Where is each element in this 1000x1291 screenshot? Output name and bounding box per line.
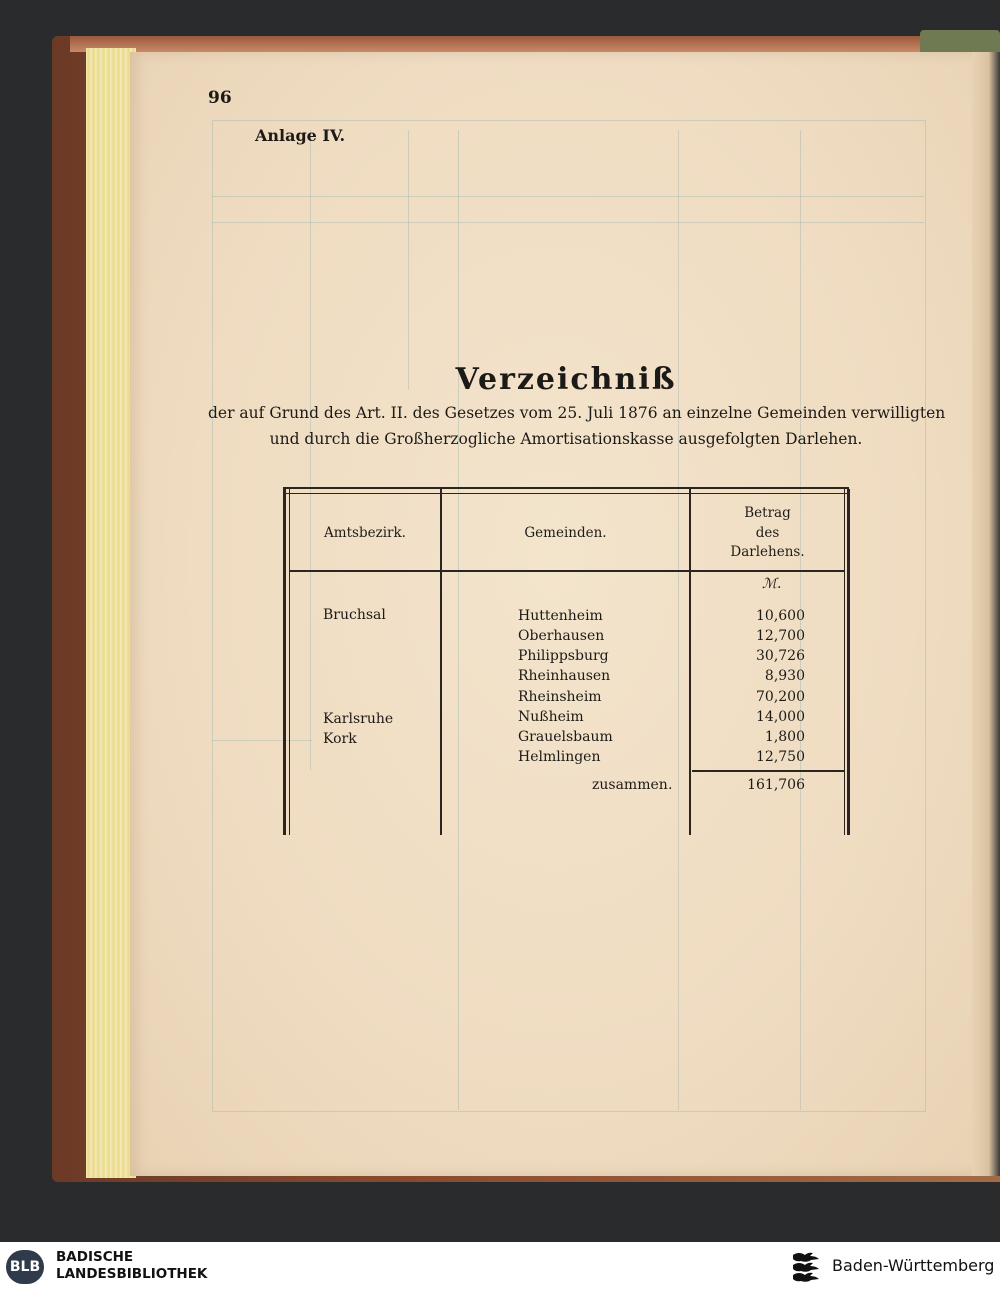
total-amount: 161,706	[747, 777, 805, 793]
municipality-cell: Philippsburg	[518, 648, 609, 664]
subtitle-line-2: und durch die Großherzogliche Amortisationskasse ausgefolgten Darlehen.	[269, 430, 863, 448]
district-cell: Kork	[323, 731, 357, 747]
table-right-border-inner	[844, 489, 845, 835]
library-name-line-2: LANDESBIBLIOTHEK	[56, 1266, 208, 1282]
bleed-through-line	[310, 130, 311, 770]
total-leader-dot: .	[668, 777, 673, 793]
page-title: Verzeichniß	[455, 362, 677, 397]
blb-logo[interactable]: BLB	[6, 1250, 44, 1284]
header-municipalities: Gemeinden.	[524, 525, 607, 541]
table-header-rule	[290, 570, 845, 572]
municipality-cell: Helmlingen	[518, 749, 601, 765]
table-right-border	[847, 489, 850, 835]
amount-cell: 14,000	[756, 709, 805, 725]
bleed-through-line	[678, 130, 679, 1110]
bleed-through-line	[458, 130, 459, 1110]
header-amount-line-3: Darlehens.	[730, 544, 805, 560]
page-number: 96	[208, 88, 232, 108]
header-amount-line-2: des	[755, 525, 780, 541]
bleed-through-line	[408, 130, 409, 390]
amount-cell: 12,750	[756, 749, 805, 765]
amount-cell: 30,726	[756, 648, 805, 664]
library-name-line-1: BADISCHE	[56, 1249, 134, 1265]
amount-cell: 12,700	[756, 628, 805, 644]
total-label: zusammen	[592, 777, 668, 793]
municipality-cell: Nußheim	[518, 709, 584, 725]
bleed-through-line	[212, 740, 312, 741]
state-name[interactable]: Baden-Württemberg	[832, 1256, 995, 1275]
amount-cell: 10,600	[756, 608, 805, 624]
currency-marker: ℳ.	[762, 576, 782, 592]
header-amount-line-1: Betrag	[744, 505, 791, 521]
subtitle-line-1: der auf Grund des Art. II. des Gesetzes vom 25. Juli 1876 an einzelne Gemeinden verwilligten	[208, 404, 946, 422]
bleed-through-line	[212, 222, 924, 223]
cover-top-edge	[70, 36, 1000, 52]
municipality-cell: Huttenheim	[518, 608, 603, 624]
amount-cell: 1,800	[764, 729, 805, 745]
annex-label: Anlage IV.	[255, 126, 346, 145]
municipality-cell: Oberhausen	[518, 628, 605, 644]
table-left-border	[283, 489, 286, 835]
table-sum-rule	[692, 770, 845, 772]
municipality-cell: Rheinsheim	[518, 689, 602, 705]
amount-cell: 70,200	[756, 689, 805, 705]
baden-wuerttemberg-lions-icon	[790, 1250, 822, 1283]
municipality-cell: Rheinhausen	[518, 668, 611, 684]
header-district: Amtsbezirk.	[324, 525, 406, 541]
amount-cell: 8,930	[764, 668, 805, 684]
district-cell: Karlsruhe	[323, 711, 394, 727]
page-edges	[86, 48, 136, 1178]
page-gutter	[972, 52, 1000, 1176]
table-top-rule	[283, 487, 849, 494]
library-name[interactable]	[56, 1249, 207, 1283]
viewer-footer	[0, 1242, 1000, 1291]
district-cell: Bruchsal	[323, 607, 386, 623]
bleed-through-line	[212, 196, 924, 197]
municipality-cell: Grauelsbaum	[518, 729, 613, 745]
